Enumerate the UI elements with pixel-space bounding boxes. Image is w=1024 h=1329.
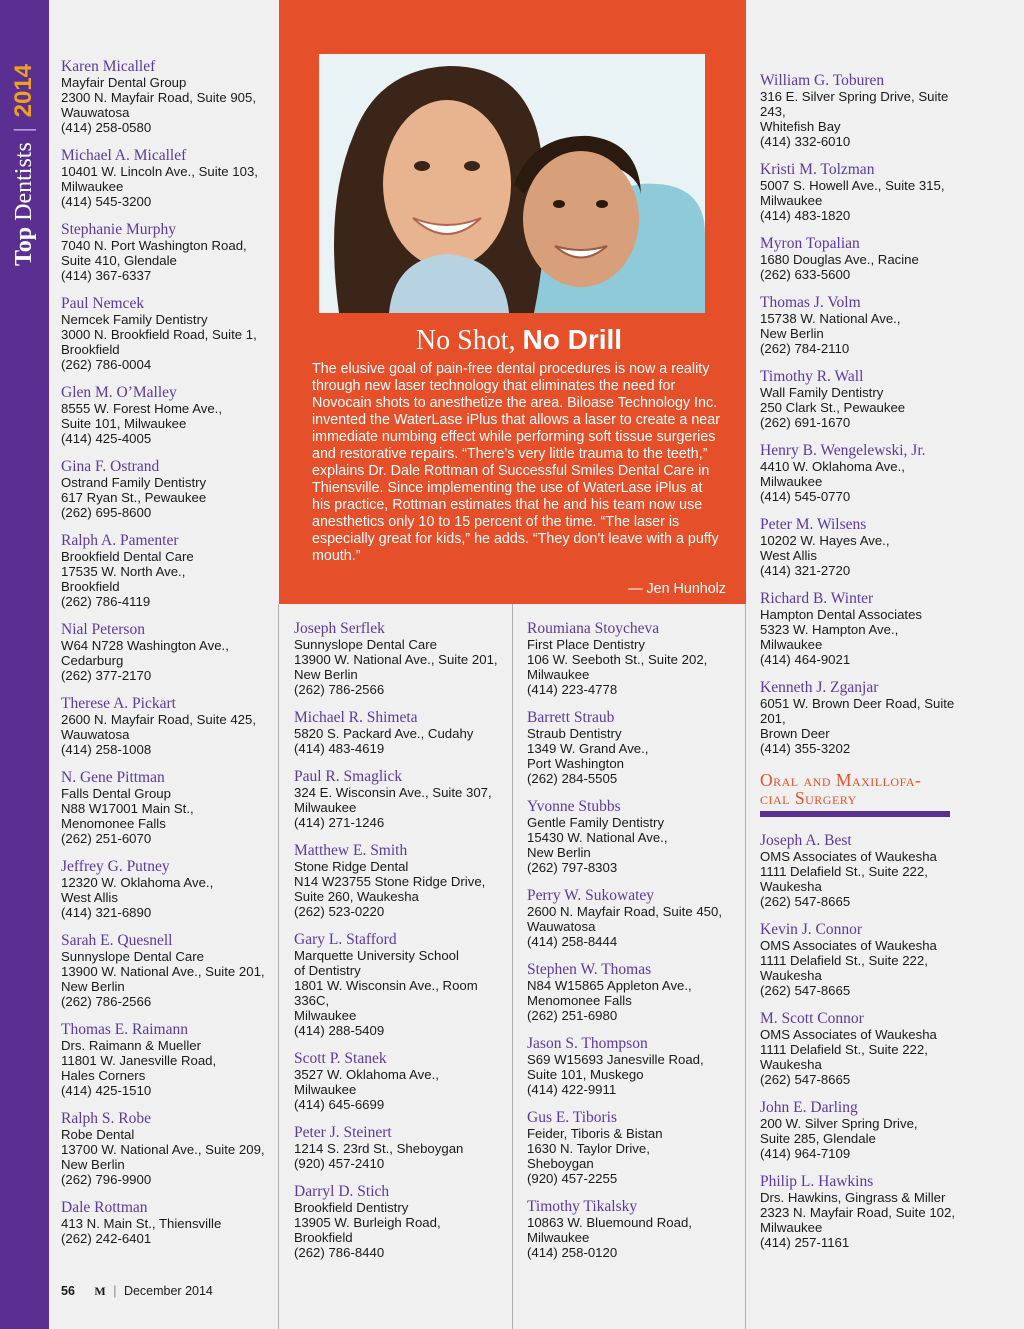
dentist-detail-line: 3000 N. Brookfield Road, Suite 1, [61, 327, 257, 342]
dentist-name: Richard B. Winter [760, 590, 874, 607]
dentist-detail-line: Milwaukee [527, 667, 590, 682]
dentist-detail-line: Straub Dentistry [527, 726, 622, 741]
dentist-detail-line: 1214 S. 23rd St., Sheboygan [294, 1141, 464, 1156]
dentist-detail-line: 3527 W. Oklahoma Ave., [294, 1067, 439, 1082]
dentist-detail-line: 4410 W. Oklahoma Ave., [760, 459, 905, 474]
column-divider [745, 604, 746, 1329]
dentist-name: Myron Topalian [760, 235, 860, 252]
section-label-dentists: Dentists [11, 142, 37, 221]
dentist-entry [760, 591, 970, 667]
dentist-entry [527, 799, 739, 875]
dentist-entry [527, 621, 739, 697]
dentist-detail-line: 13900 W. National Ave., Suite 201, [61, 964, 265, 979]
dentist-detail-line: 413 N. Main St., Thiensville [61, 1216, 222, 1231]
dentist-detail-line: Suite 410, Glendale [61, 253, 177, 268]
dentist-entry [760, 1174, 970, 1250]
dentist-detail-line: (414) 964-7109 [760, 1146, 851, 1161]
dentist-detail-line: (414) 645-6699 [294, 1097, 385, 1112]
dentist-detail-line: 5007 S. Howell Ave., Suite 315, [760, 178, 945, 193]
feature-title-bold: No Drill [522, 324, 623, 355]
dentist-detail-line: (414) 258-0580 [61, 120, 152, 135]
dentist-detail-line: 10202 W. Hayes Ave., [760, 533, 890, 548]
listing-column-2 [294, 621, 506, 1273]
dentist-entry [760, 73, 970, 149]
dentist-detail-line: Drs. Hawkins, Gingrass & Miller [760, 1190, 946, 1205]
dentist-detail-line: 250 Clark St., Pewaukee [760, 400, 906, 415]
dentist-detail-line: 2600 N. Mayfair Road, Suite 425, [61, 712, 256, 727]
dentist-detail-line: 1630 N. Taylor Drive, [527, 1141, 650, 1156]
dentist-entry [294, 1125, 506, 1171]
dentist-name: Ralph S. Robe [61, 1110, 151, 1127]
dentist-detail-line: W64 N728 Washington Ave., [61, 638, 229, 653]
dentist-detail-line: (414) 367-6337 [61, 268, 152, 283]
dentist-detail-line: (262) 797-8303 [527, 860, 618, 875]
dentist-detail-line: 11801 W. Janesville Road, [61, 1053, 217, 1068]
dentist-detail-line: 13700 W. National Ave., Suite 209, [61, 1142, 265, 1157]
dentist-detail-line: Milwaukee [294, 800, 357, 815]
dentist-detail-line: Menomonee Falls [527, 993, 632, 1008]
dentist-detail-line: 1111 Delafield St., Suite 222, [760, 953, 928, 968]
dentist-entry [527, 888, 739, 949]
dentist-name: Glen M. O’Malley [61, 384, 177, 401]
dentist-entry [61, 222, 273, 283]
dentist-entry [61, 296, 273, 372]
dentist-entry [527, 1036, 739, 1097]
dentist-entry [61, 148, 273, 209]
dentist-detail-line: 5323 W. Hampton Ave., [760, 622, 899, 637]
dentist-entry [760, 236, 970, 282]
dentist-detail-line: New Berlin [527, 845, 591, 860]
divider-bar: | [11, 127, 37, 133]
dentist-entry [61, 859, 273, 920]
dentist-detail-line: N88 W17001 Main St., [61, 801, 194, 816]
dentist-detail-line: (262) 547-8665 [760, 1072, 851, 1087]
dentist-detail-line: (414) 288-5409 [294, 1023, 385, 1038]
dentist-detail-line: Milwaukee [760, 474, 823, 489]
dentist-name: Gina F. Ostrand [61, 458, 160, 475]
feature-body: The elusive goal of pain-free dental procedures is now a reality through new laser technology that eliminates the need for Novocain shots to anesthetize the area. Biloase Technology Inc. invented the WaterLase iPlus that allows a laser to create a near immediate numbing effect while performing soft tissue surgeries and restorative repairs. “There’s very little trauma to the teeth,” explains Dr. Dale Rottman of Successful Smiles Dental Care in Thiensville. Since implementing the use of WaterLase iPlus at his practice, Rottman estimates that he and his team now use anesthetics only 10 to 15 percent of the time. “The laser is especially great for kids,” he adds. “They don’t leave with a puffy mouth.” [312, 361, 720, 564]
sidebar-band [0, 0, 49, 1329]
dentist-detail-line: (262) 377-2170 [61, 668, 152, 683]
dentist-detail-line: OMS Associates of Waukesha [760, 1027, 937, 1042]
dentist-detail-line: Stone Ridge Dental [294, 859, 409, 874]
dentist-detail-line: (262) 523-0220 [294, 904, 385, 919]
dentist-name: Dale Rottman [61, 1199, 148, 1216]
dentist-entry [61, 1111, 273, 1187]
dentist-detail-line: 15430 W. National Ave., [527, 830, 668, 845]
dentist-detail-line: OMS Associates of Waukesha [760, 938, 937, 953]
dentist-detail-line: Gentle Family Dentistry [527, 815, 665, 830]
dentist-entry [294, 769, 506, 830]
dentist-detail-line: Milwaukee [760, 637, 823, 652]
dentist-detail-line: (262) 284-5505 [527, 771, 618, 786]
dentist-detail-line: New Berlin [61, 1157, 125, 1172]
dentist-name: Henry B. Wengelewski, Jr. [760, 442, 926, 459]
dentist-detail-line: Wauwatosa [61, 727, 130, 742]
dentist-detail-line: Suite 285, Glendale [760, 1131, 876, 1146]
dentist-detail-line: 1111 Delafield St., Suite 222, [760, 864, 928, 879]
dentist-detail-line: (262) 691-1670 [760, 415, 851, 430]
dentist-detail-line: Sunnyslope Dental Care [294, 637, 437, 652]
dentist-name: Peter J. Steinert [294, 1124, 392, 1141]
dentist-detail-line: (262) 251-6980 [527, 1008, 618, 1023]
dentist-name: Scott P. Stanek [294, 1050, 387, 1067]
dentist-name: Michael A. Micallef [61, 147, 187, 164]
dentist-name: Paul Nemcek [61, 295, 145, 312]
dentist-name: Yvonne Stubbs [527, 798, 621, 815]
dentist-name: Gus E. Tiboris [527, 1109, 618, 1126]
dentist-detail-line: 12320 W. Oklahoma Ave., [61, 875, 214, 890]
dentist-detail-line: (414) 223-4778 [527, 682, 618, 697]
section-heading: Oral and Maxillofa-cial Surgery [760, 771, 950, 817]
feature-box [279, 0, 746, 604]
dentist-detail-line: 17535 W. North Ave., [61, 564, 186, 579]
dentist-detail-line: 1680 Douglas Ave., Racine [760, 252, 919, 267]
dentist-detail-line: 10863 W. Bluemound Road, [527, 1215, 692, 1230]
dentist-detail-line: Falls Dental Group [61, 786, 171, 801]
section-label-year: 2014 [10, 63, 37, 118]
dentist-detail-line: Brookfield [61, 579, 120, 594]
dentist-detail-line: (262) 547-8665 [760, 983, 851, 998]
listing-column-4 [760, 73, 970, 1263]
dentist-detail-line: (262) 784-2110 [760, 341, 850, 356]
dentist-detail-line: (262) 786-8440 [294, 1245, 385, 1260]
dentist-detail-line: New Berlin [760, 326, 824, 341]
dentist-detail-line: New Berlin [61, 979, 125, 994]
dentist-entry [61, 622, 273, 683]
dentist-name: Jason S. Thompson [527, 1035, 648, 1052]
dentist-detail-line: Robe Dental [61, 1127, 135, 1142]
dentist-name: Joseph A. Best [760, 832, 852, 849]
dentist-entry [61, 59, 273, 135]
dentist-detail-line: Marquette University School [294, 948, 459, 963]
dentist-detail-line: Nemcek Family Dentistry [61, 312, 208, 327]
dentist-detail-line: Milwaukee [760, 1220, 823, 1235]
feature-title-regular: No Shot, [415, 325, 516, 356]
dentist-detail-line: Suite 101, Milwaukee [61, 416, 187, 431]
dentist-name: Kenneth J. Zganjar [760, 679, 879, 696]
dentist-detail-line: (262) 547-8665 [760, 894, 851, 909]
page-footer [61, 1284, 213, 1299]
dentist-detail-line: (414) 483-4619 [294, 741, 385, 756]
dentist-detail-line: 13900 W. National Ave., Suite 201, [294, 652, 498, 667]
dentist-entry [760, 1100, 970, 1161]
dentist-detail-line: (414) 258-8444 [527, 934, 618, 949]
dentist-detail-line: West Allis [61, 890, 118, 905]
dentist-detail-line: 324 E. Wisconsin Ave., Suite 307, [294, 785, 492, 800]
dentist-name: Stephen W. Thomas [527, 961, 652, 978]
dentist-detail-line: Milwaukee [61, 179, 124, 194]
dentist-name: Kevin J. Connor [760, 921, 863, 938]
dentist-detail-line: (414) 425-1510 [61, 1083, 152, 1098]
dentist-detail-line: Feider, Tiboris & Bistan [527, 1126, 663, 1141]
section-label [10, 64, 38, 266]
dentist-detail-line: (414) 258-0120 [527, 1245, 618, 1260]
dentist-detail-line: (920) 457-2255 [527, 1171, 618, 1186]
dentist-name: N. Gene Pittman [61, 769, 165, 786]
dentist-name: Michael R. Shimeta [294, 709, 418, 726]
dentist-name: M. Scott Connor [760, 1010, 864, 1027]
dentist-detail-line: Cedarburg [61, 653, 124, 668]
dentist-detail-line: Wall Family Dentistry [760, 385, 884, 400]
dentist-name: Karen Micallef [61, 58, 156, 75]
dentist-detail-line: Hampton Dental Associates [760, 607, 922, 622]
dentist-detail-line: (262) 633-5600 [760, 267, 851, 282]
dentist-entry [527, 1199, 739, 1260]
dentist-detail-line: (262) 242-6401 [61, 1231, 152, 1246]
dentist-entry [294, 843, 506, 919]
dentist-entry [61, 770, 273, 846]
feature-photo [319, 54, 705, 313]
dentist-entry [527, 710, 739, 786]
dentist-detail-line: (414) 545-3200 [61, 194, 152, 209]
dentist-detail-line: Ostrand Family Dentistry [61, 475, 207, 490]
dentist-detail-line: Milwaukee [294, 1008, 357, 1023]
dentist-name: Joseph Serflek [294, 620, 385, 637]
dentist-detail-line: Brookfield Dental Care [61, 549, 194, 564]
dentist-detail-line: Brookfield Dentistry [294, 1200, 409, 1215]
dentist-entry [760, 443, 970, 504]
dentist-name: Therese A. Pickart [61, 695, 176, 712]
dentist-detail-line: Menomonee Falls [61, 816, 166, 831]
dentist-entry [760, 369, 970, 430]
dentist-detail-line: Brookfield [294, 1230, 353, 1245]
dentist-detail-line: N14 W23755 Stone Ridge Drive, [294, 874, 486, 889]
dentist-detail-line: Suite 101, Muskego [527, 1067, 644, 1082]
dentist-detail-line: West Allis [760, 548, 817, 563]
dentist-detail-line: Mayfair Dental Group [61, 75, 187, 90]
dentist-entry [294, 710, 506, 756]
feature-title [279, 324, 759, 357]
dentist-detail-line: N84 W15865 Appleton Ave., [527, 978, 692, 993]
dentist-detail-line: First Place Dentistry [527, 637, 645, 652]
dentist-name: Perry W. Sukowatey [527, 887, 655, 904]
dentist-detail-line: 617 Ryan St., Pewaukee [61, 490, 207, 505]
dentist-detail-line: Port Washington [527, 756, 624, 771]
dentist-name: Sarah E. Quesnell [61, 932, 173, 949]
dentist-entry [294, 932, 506, 1038]
dentist-detail-line: Milwaukee [760, 193, 823, 208]
dentist-detail-line: (262) 786-4119 [61, 594, 151, 609]
dentist-detail-line: Wauwatosa [527, 919, 596, 934]
dentist-entry [760, 680, 970, 756]
dentist-entry [527, 1110, 739, 1186]
dentist-detail-line: 15738 W. National Ave., [760, 311, 901, 326]
dentist-entry [760, 1011, 970, 1087]
dentist-entry [61, 459, 273, 520]
dentist-detail-line: (262) 786-2566 [61, 994, 152, 1009]
dentist-detail-line: Brown Deer [760, 726, 830, 741]
dentist-detail-line: Milwaukee [527, 1230, 590, 1245]
dentist-detail-line: (262) 695-8600 [61, 505, 152, 520]
dentist-detail-line: Suite 260, Waukesha [294, 889, 419, 904]
dentist-detail-line: 2323 N. Mayfair Road, Suite 102, [760, 1205, 955, 1220]
dentist-entry [61, 533, 273, 609]
dentist-entry [760, 922, 970, 998]
dentist-detail-line: 13905 W. Burleigh Road, [294, 1215, 441, 1230]
dentist-detail-line: Sheboygan [527, 1156, 594, 1171]
dentist-entry [760, 833, 970, 909]
dentist-detail-line: 8555 W. Forest Home Ave., [61, 401, 223, 416]
column-divider [512, 604, 513, 1329]
magazine-logo: M [94, 1284, 106, 1298]
dentist-name: Peter M. Wilsens [760, 516, 867, 533]
dentist-detail-line: Brookfield [61, 342, 120, 357]
dentist-name: Paul R. Smaglick [294, 768, 403, 785]
issue-date: December 2014 [123, 1284, 213, 1298]
dentist-detail-line: 316 E. Silver Spring Drive, Suite 243, [760, 89, 949, 119]
dentist-detail-line: (414) 332-6010 [760, 134, 851, 149]
dentist-detail-line: Wauwatosa [61, 105, 130, 120]
dentist-detail-line: 1111 Delafield St., Suite 222, [760, 1042, 928, 1057]
dentist-name: Philip L. Hawkins [760, 1173, 874, 1190]
dentist-detail-line: (414) 321-2720 [760, 563, 851, 578]
dentist-detail-line: Hales Corners [61, 1068, 146, 1083]
dentist-detail-line: (414) 258-1008 [61, 742, 152, 757]
dentist-entry [527, 962, 739, 1023]
dentist-detail-line: Drs. Raimann & Mueller [61, 1038, 201, 1053]
listing-column-1 [61, 59, 273, 1259]
dentist-detail-line: 1349 W. Grand Ave., [527, 741, 649, 756]
dentist-detail-line: (414) 355-3202 [760, 741, 851, 756]
dentist-detail-line: Milwaukee [294, 1082, 357, 1097]
dentist-entry [61, 696, 273, 757]
section-label-top: Top [11, 226, 37, 267]
dentist-entry [760, 517, 970, 578]
dentist-detail-line: (414) 422-9911 [527, 1082, 617, 1097]
column-divider [278, 604, 279, 1329]
dentist-entry [294, 1184, 506, 1260]
dentist-detail-line: Waukesha [760, 1057, 822, 1072]
dentist-entry [760, 162, 970, 223]
dentist-detail-line: (262) 251-6070 [61, 831, 152, 846]
dentist-detail-line: Waukesha [760, 968, 822, 983]
dentist-detail-line: 2600 N. Mayfair Road, Suite 450, [527, 904, 722, 919]
dentist-entry [61, 1200, 273, 1246]
dentist-detail-line: (414) 545-0770 [760, 489, 851, 504]
dentist-detail-line: New Berlin [294, 667, 358, 682]
dentist-detail-line: 5820 S. Packard Ave., Cudahy [294, 726, 474, 741]
dentist-name: Nial Peterson [61, 621, 145, 638]
listing-column-3 [527, 621, 739, 1273]
dentist-name: Thomas J. Volm [760, 294, 861, 311]
dentist-name: Roumiana Stoycheva [527, 620, 660, 637]
dentist-name: Barrett Straub [527, 709, 615, 726]
dentist-detail-line: 10401 W. Lincoln Ave., Suite 103, [61, 164, 258, 179]
dentist-entry [760, 295, 970, 356]
dentist-name: Darryl D. Stich [294, 1183, 390, 1200]
dentist-name: Kristi M. Tolzman [760, 161, 875, 178]
footer-divider: | [113, 1284, 117, 1298]
dentist-name: Jeffrey G. Putney [61, 858, 170, 875]
dentist-name: John E. Darling [760, 1099, 858, 1116]
dentist-name: Thomas E. Raimann [61, 1021, 188, 1038]
dentist-detail-line: OMS Associates of Waukesha [760, 849, 937, 864]
dentist-detail-line: 7040 N. Port Washington Road, [61, 238, 247, 253]
dentist-detail-line: (414) 257-1161 [760, 1235, 850, 1250]
dentist-detail-line: 1801 W. Wisconsin Ave., Room 336C, [294, 978, 478, 1008]
dentist-detail-line: S69 W15693 Janesville Road, [527, 1052, 704, 1067]
dentist-entry [294, 621, 506, 697]
dentist-detail-line: (414) 321-6890 [61, 905, 152, 920]
dentist-entry [294, 1051, 506, 1112]
dentist-name: Gary L. Stafford [294, 931, 397, 948]
dentist-detail-line: (262) 786-2566 [294, 682, 385, 697]
page-number: 56 [61, 1284, 75, 1298]
dentist-detail-line: Waukesha [760, 879, 822, 894]
dentist-name: Matthew E. Smith [294, 842, 408, 859]
dentist-detail-line: 200 W. Silver Spring Drive, [760, 1116, 918, 1131]
dentist-name: Timothy Tikalsky [527, 1198, 638, 1215]
dentist-detail-line: (920) 457-2410 [294, 1156, 385, 1171]
dentist-detail-line: (414) 483-1820 [760, 208, 851, 223]
dentist-detail-line: 6051 W. Brown Deer Road, Suite 201, [760, 696, 955, 726]
dentist-detail-line: Whitefish Bay [760, 119, 841, 134]
dentist-name: William G. Toburen [760, 72, 885, 89]
dentist-detail-line: (262) 786-0004 [61, 357, 152, 372]
feature-author: — Jen Hunholz [628, 581, 726, 597]
dentist-name: Stephanie Murphy [61, 221, 176, 238]
dentist-detail-line: 106 W. Seeboth St., Suite 202, [527, 652, 708, 667]
dentist-detail-line: (414) 271-1246 [294, 815, 385, 830]
dentist-detail-line: Sunnyslope Dental Care [61, 949, 204, 964]
dentist-detail-line: (262) 796-9900 [61, 1172, 152, 1187]
dentist-entry [61, 1022, 273, 1098]
dentist-detail-line: of Dentistry [294, 963, 361, 978]
dentist-name: Ralph A. Pamenter [61, 532, 179, 549]
dentist-name: Timothy R. Wall [760, 368, 864, 385]
dentist-detail-line: 2300 N. Mayfair Road, Suite 905, [61, 90, 256, 105]
dentist-detail-line: (414) 425-4005 [61, 431, 152, 446]
dentist-entry [61, 385, 273, 446]
dentist-detail-line: (414) 464-9021 [760, 652, 851, 667]
dentist-entry [61, 933, 273, 1009]
